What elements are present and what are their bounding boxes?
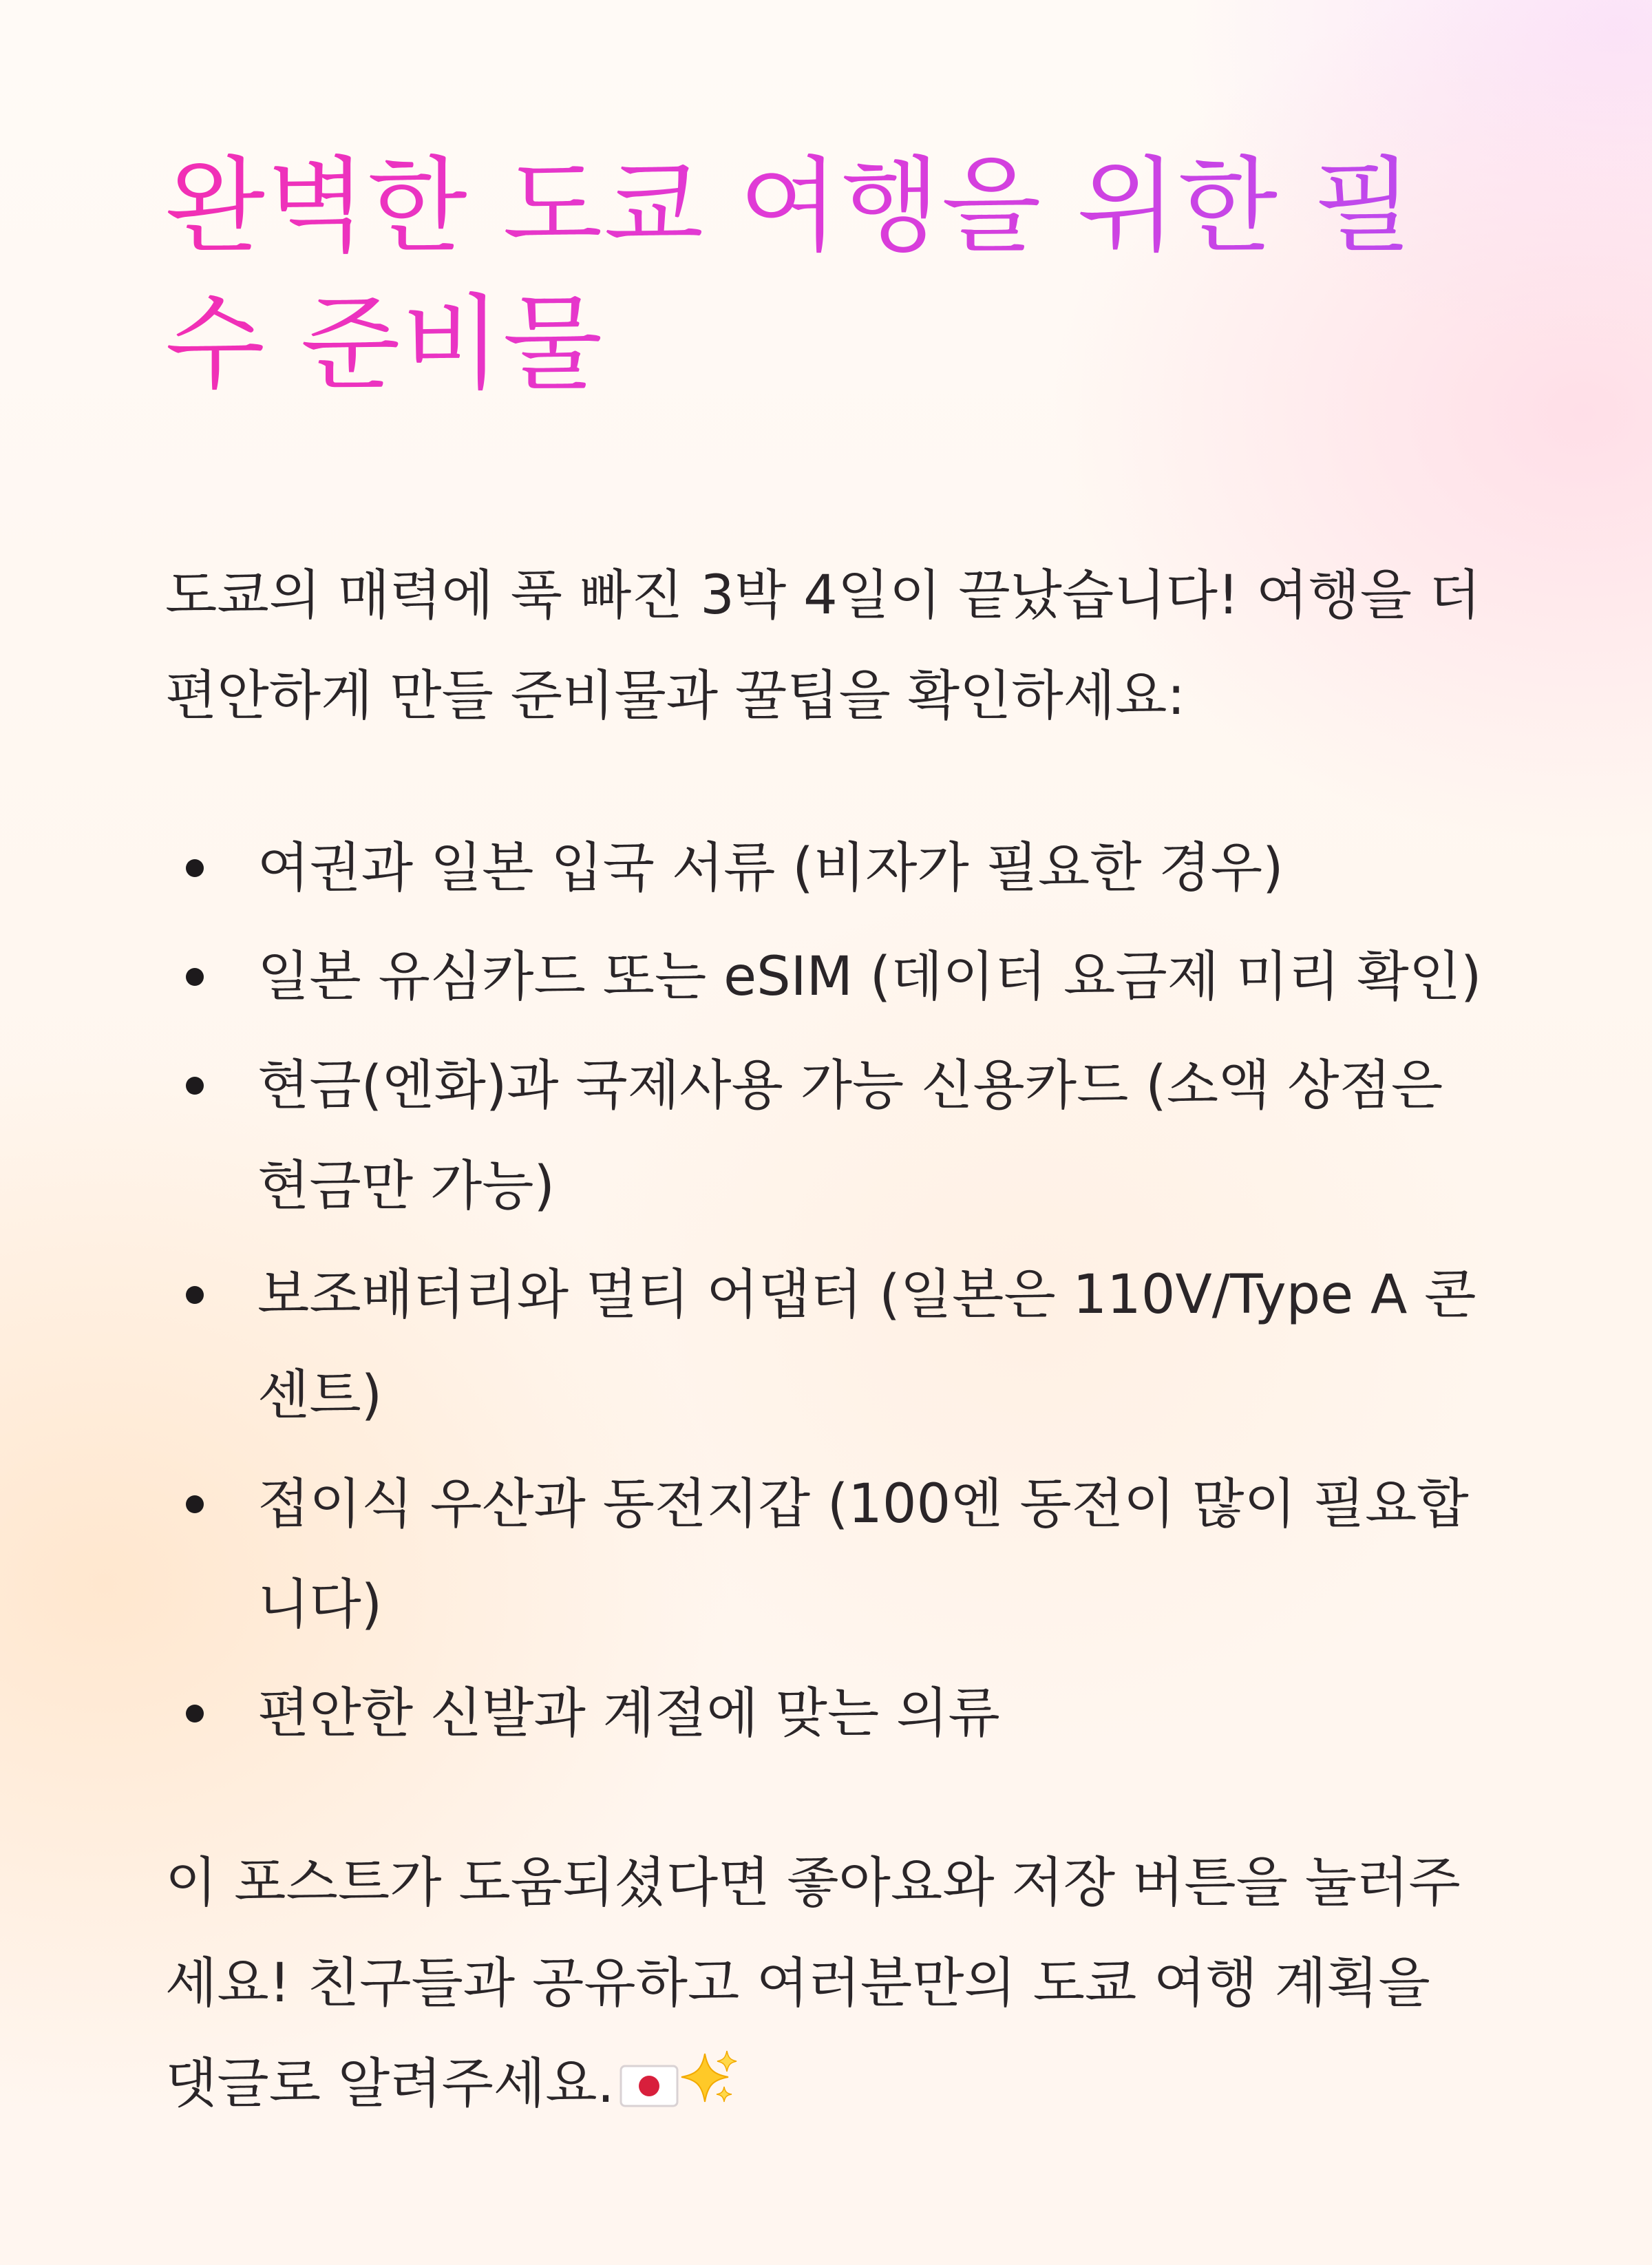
japan-flag-icon — [620, 2039, 679, 2140]
list-item-text: 보조배터리와 멀티 어댑터 (일본은 110V/Type A 콘센트) — [257, 1264, 1476, 1426]
list-item-text: 접이식 우산과 동전지갑 (100엔 동전이 많이 필요합니다) — [257, 1473, 1469, 1636]
post-title: 완벽한 도쿄 여행을 위한 필수 준비물 — [165, 138, 1494, 413]
bullet-icon — [186, 1495, 204, 1513]
intro-paragraph: 도쿄의 매력에 푹 빠진 3박 4일이 끝났습니다! 여행을 더 편안하게 만들 준비물과 꿀팁을 확인하세요: — [165, 565, 1481, 727]
list-item — [165, 1035, 1494, 1236]
list-item — [165, 818, 1494, 918]
list-item — [165, 1454, 1494, 1655]
post-content — [165, 138, 1494, 2140]
bullet-icon — [186, 968, 204, 986]
checklist — [165, 818, 1494, 1764]
list-item-text: 현금(엔화)과 국제사용 가능 신용카드 (소액 상점은 현금만 가능) — [257, 1055, 1443, 1217]
outro-text: 이 포스트가 도움되셨다면 좋아요와 저장 버튼을 눌러주세요! 친구들과 공유하고 여러분만의 도쿄 여행 계획을 댓글로 알려주세요. — [165, 1852, 1461, 2115]
bullet-icon — [186, 1077, 204, 1095]
list-item — [165, 1663, 1494, 1764]
list-item — [165, 1245, 1494, 1446]
list-item-text: 일본 유심카드 또는 eSIM (데이터 요금제 미리 확인) — [257, 946, 1482, 1008]
bullet-icon — [186, 1286, 204, 1304]
list-item-text: 편안한 신발과 계절에 맞는 의류 — [257, 1683, 1000, 1745]
list-item — [165, 927, 1494, 1027]
outro-paragraph — [165, 1833, 1494, 2140]
bullet-icon — [186, 859, 204, 877]
bullet-icon — [186, 1705, 204, 1723]
list-item-text: 여권과 일본 입국 서류 (비자가 필요한 경우) — [257, 837, 1284, 899]
sparkles-icon — [679, 2039, 738, 2140]
